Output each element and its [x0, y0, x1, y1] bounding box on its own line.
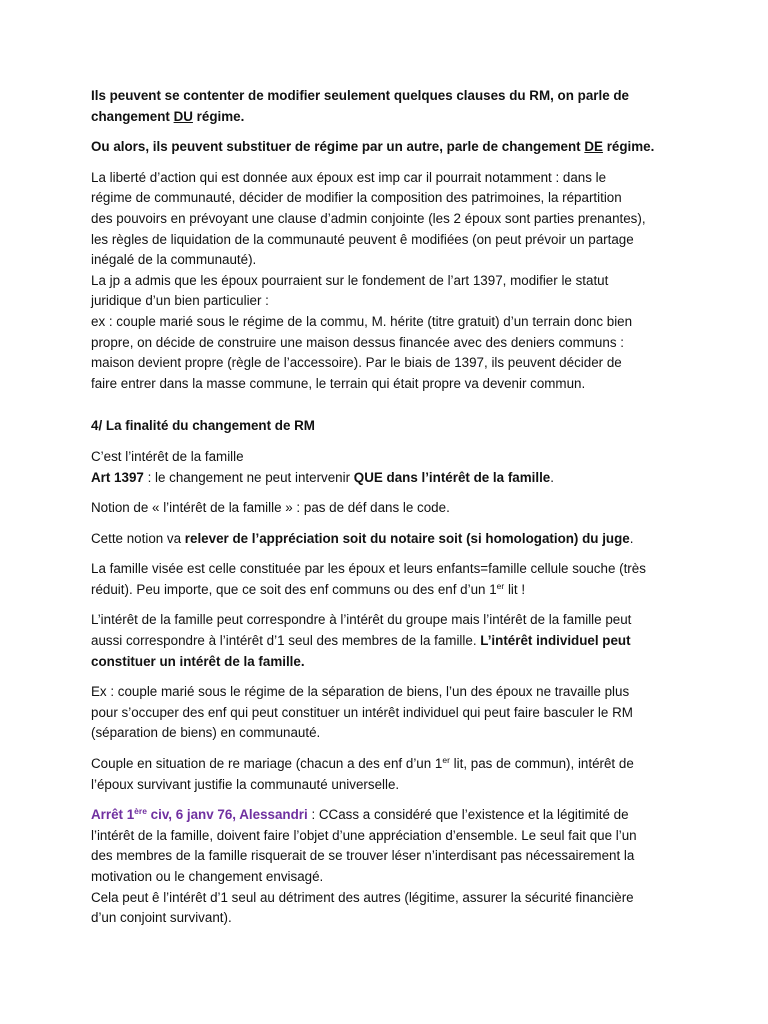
paragraph-arret-alessandri: Arrêt 1ère civ, 6 janv 76, Alessandri : CCass a considéré que l’existence et la légitimité de l’intérêt de la famille, doivent faire l’objet d’une appréciation d’ensemble. Le seul fait que l’un des membres de la famille risquerait de se trouver léser n’interdisant pas nécessairement la motivation ou le changement envisagé. Cela peut ê l’intérêt d’1 seul au détriment des autres (légitime, assurer la sécurité financière d’un conjoint survivant). [91, 806, 637, 926]
paragraph-remariage: Couple en situation de re mariage (chacun a des enf d’un 1er lit, pas de commun), intérêt de l’époux survivant justifie la communauté universelle. [91, 755, 634, 792]
underlined-de: DE [584, 139, 603, 155]
bold-text: Ils peuvent se contenter de modifier seulement quelques clauses du RM, on parle de changement DU régime. [91, 88, 629, 124]
paragraph-exemple-separation: Ex : couple marié sous le régime de la séparation de biens, l’un des époux ne travaille plus pour s’occuper des enf qui peut constituer un intérêt individuel qui peut faire basculer le RM (séparation de biens) en communauté. [91, 684, 633, 741]
paragraph-appreciation: Cette notion va relever de l’appréciation soit du notaire soit (si homologation) du juge. [91, 530, 634, 546]
paragraph-notion: Notion de « l’intérêt de la famille » : pas de déf dans le code. [91, 500, 450, 516]
document-page [91, 86, 681, 929]
paragraph-famille-visee: La famille visée est celle constituée par les époux et leurs enfants=famille cellule souche (très réduit). Peu importe, que ce soit des enf communs ou des enf d’un 1er lit ! [91, 561, 646, 597]
paragraph-liberte-action: La liberté d’action qui est donnée aux époux est imp car il pourrait notamment : dans le régime de communauté, décider de modifier la composition des patrimoines, la répartition des pouvoirs en prévoyant une clause d’admin conjointe (les 2 époux sont parties prenantes), les règles de liquidation de la communauté peuvent ê modifiées (on peut prévoir un partage inégalé de la communauté). La jp a admis que les époux pourraient sur le fondement de l’art 1397, modifier le statut juridique d’un bien particulier : ex : couple marié sous le régime de la commu, M. hérite (titre gratuit) d’un terrain donc bien propre, on décide de construire une maison dessus financée avec des deniers communs : maison devient propre (règle de l’accessoire). Par le biais de 1397, ils peuvent décider de faire entrer dans la masse commune, le terrain qui était propre va devenir commun. [91, 169, 646, 391]
paragraph-changement-de-regime [91, 137, 681, 158]
paragraph-interet-famille: C’est l’intérêt de la famille Art 1397 : le changement ne peut intervenir QUE dans l’intérêt de la famille. [91, 448, 554, 485]
underlined-du: DU [173, 108, 193, 124]
case-reference: Arrêt 1ère civ, 6 janv 76, Alessandri [91, 806, 308, 823]
paragraph-changement-du-regime [91, 86, 681, 127]
article-reference: Art 1397 [91, 469, 144, 485]
section-heading: 4/ La finalité du changement de RM [91, 418, 315, 434]
paragraph-interet-individuel: L’intérêt de la famille peut correspondre à l’intérêt du groupe mais l’intérêt de la famille peut aussi correspondre à l’intérêt d’1 seul des membres de la famille. L’intérêt individuel peut constituer un intérêt de la famille. [91, 612, 632, 669]
bold-text: Ou alors, ils peuvent substituer de régime par un autre, parle de changement DE régime. [91, 139, 655, 155]
